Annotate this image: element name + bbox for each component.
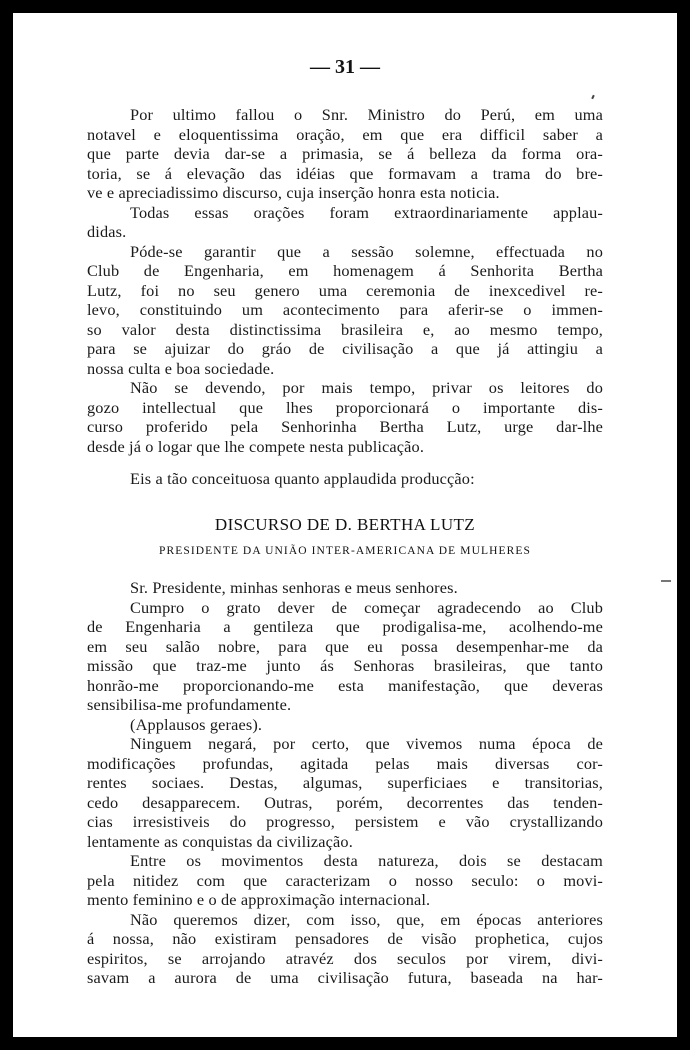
text-line: desde já o logar que lhe compete nesta publicação.: [87, 436, 425, 456]
text-line: Lutz, foi no seu genero uma ceremonia de inexcedivel re-: [87, 280, 603, 300]
text-line: para se ajuizar do gráo de civilisação a que já attingiu a: [87, 339, 603, 358]
text-line: lentamente as conquistas da civilização.: [87, 831, 353, 851]
text-line: rentes sociaes. Destas, algumas, superficiaes e transitorias,: [87, 773, 603, 792]
text-line: (Applausos geraes).: [130, 714, 263, 734]
text-line: á nossa, não existiram pensadores de visão prophetica, cujos: [87, 929, 603, 948]
text-line: Sr. Presidente, minhas senhoras e meus senhores.: [130, 578, 458, 597]
speech-subtitle: PRESIDENTE DA UNIÃO INTER-AMERICANA DE MULHERES: [158, 545, 532, 557]
ink-mark: [661, 580, 671, 582]
text-line: savam a aurora de uma civilisação futura, baseada na har-: [87, 968, 603, 987]
text-line: Ninguem negará, por certo, que vivemos numa época de: [130, 734, 603, 753]
speech-title: DISCURSO DE D. BERTHA LUTZ: [214, 515, 476, 534]
text-line: cedo desapparecem. Outras, porém, decorrentes das tenden-: [87, 792, 603, 812]
text-line: so valor desta distinctissima brasileira e, ao mesmo tempo,: [87, 319, 603, 339]
text-line: Póde-se garantir que a sessão solemne, effectuada no: [130, 241, 603, 261]
intro-text: [87, 105, 603, 456]
text-line: nossa culta e boa sociedade.: [87, 358, 275, 378]
ink-mark: [591, 95, 595, 99]
text-line: cias irresistiveis do progresso, persistem e vão crystallizando: [87, 812, 603, 831]
text-line: Cumpro o grato dever de começar agradecendo ao Club: [130, 597, 603, 617]
intro-closing: [87, 469, 603, 489]
speech-text: [87, 578, 603, 988]
text-line: sensibilisa-me profundamente.: [87, 695, 292, 714]
text-line: mento feminino e o de approximação internacional.: [87, 890, 431, 909]
text-line: que parte devia dar-se a primasia, se á belleza da forma ora-: [87, 144, 603, 163]
text-line: Por ultimo fallou o Snr. Ministro do Perú, em uma: [130, 105, 603, 124]
text-line: Club de Engenharia, em homenagem á Senhorita Bertha: [87, 261, 603, 280]
text-line: Não queremos dizer, com isso, que, em épocas anteriores: [130, 909, 603, 929]
text-line: espiritos, se arrojando atravéz dos seculos por virem, divi-: [87, 948, 603, 968]
text-line: honrão-me proporcionando-me esta manifestação, que deveras: [87, 675, 603, 695]
text-line: pela nitidez com que caracterizam o nosso seculo: o movi-: [87, 870, 603, 890]
text-line: de Engenharia a gentileza que prodigalisa-me, acolhendo-me: [87, 617, 603, 636]
text-line: modificações profundas, agitada pelas mais diversas cor-: [87, 753, 603, 773]
text-line: gozo intellectual que lhes proporcionará o importante dis-: [87, 397, 603, 417]
text-line: levo, constituindo um acontecimento para aferir-se o immen-: [87, 300, 603, 319]
page-number: — 31 —: [310, 56, 380, 78]
text-line: em seu salão nobre, para que eu possa desempenhar-me da: [87, 636, 603, 656]
text-line: Não se devendo, por mais tempo, privar os leitores do: [130, 378, 603, 397]
text-line: Entre os movimentos desta natureza, dois se destacam: [130, 851, 603, 870]
text-line: curso proferido pela Senhorinha Bertha Lutz, urge dar-lhe: [87, 417, 603, 436]
text-line: Eis a tão conceituosa quanto applaudida producção:: [130, 469, 475, 488]
document-page: [13, 13, 677, 1037]
text-line: Todas essas orações foram extraordinariamente applau-: [130, 202, 603, 222]
text-line: didas.: [87, 222, 127, 241]
text-line: ve e apreciadissimo discurso, cuja inserção honra esta noticia.: [87, 183, 500, 202]
text-line: notavel e eloquentissima oração, em que era difficil saber a: [87, 124, 603, 144]
text-line: missão que traz-me junto ás Senhoras brasileiras, que tanto: [87, 656, 603, 675]
text-line: toria, se á elevação das idéias que formavam a trama do bre-: [87, 163, 603, 183]
